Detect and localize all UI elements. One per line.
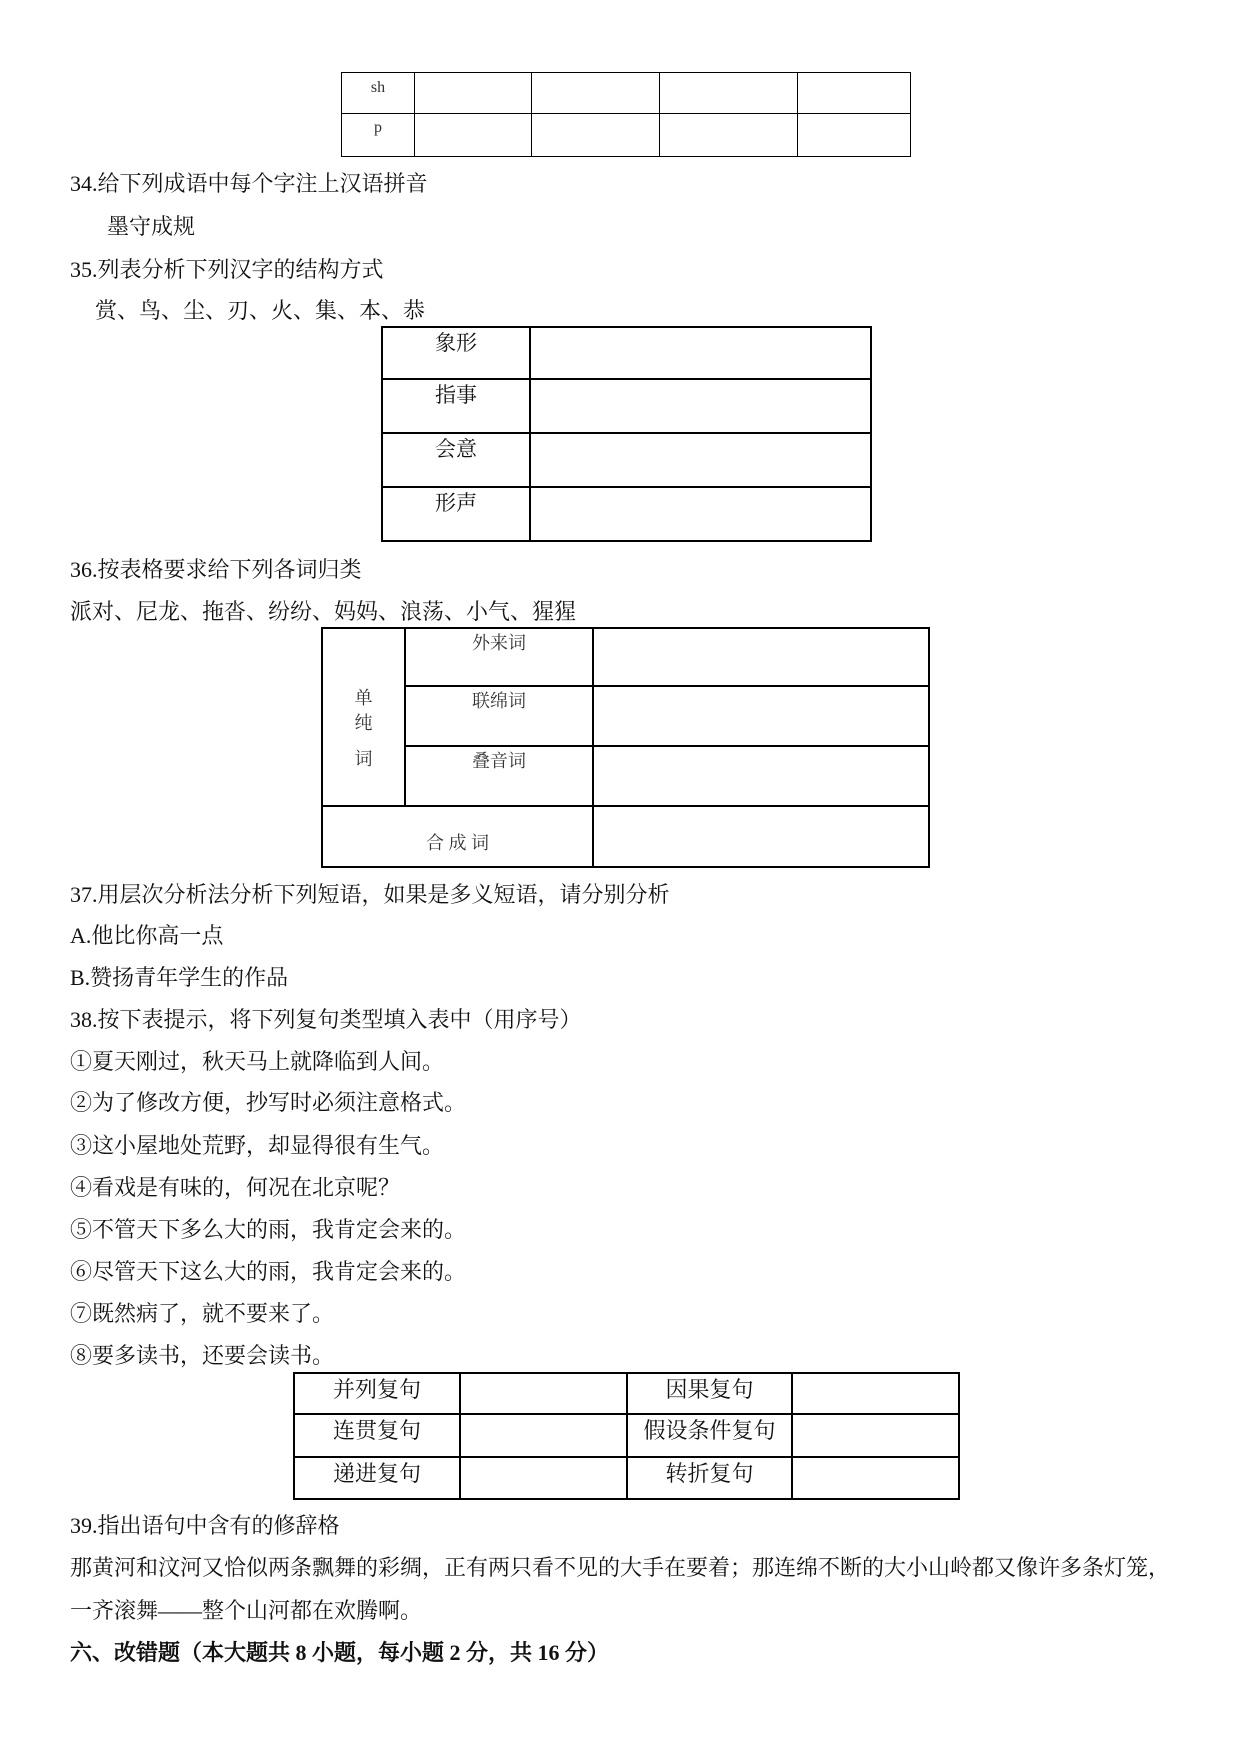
answer-cell <box>798 114 911 157</box>
word-type-loanword: 外来词 <box>405 628 593 686</box>
word-type-reduplicated: 叠音词 <box>405 746 593 806</box>
answer-cell <box>792 1457 959 1499</box>
answer-cell <box>593 628 929 686</box>
sentence-type-conditional: 假设条件复句 <box>627 1414 792 1457</box>
character-structure-table <box>381 326 872 542</box>
word-type-disyllabic: 联绵词 <box>405 686 593 746</box>
simple-word-label-char: 单 <box>354 688 373 708</box>
answer-cell <box>792 1373 959 1414</box>
section-6-heading: 六、改错题（本大题共 8 小题，每小题 2 分，共 16 分） <box>70 1640 610 1665</box>
answer-cell <box>660 114 798 157</box>
simple-word-label-char: 纯 <box>354 713 373 733</box>
table-row <box>294 1457 959 1499</box>
structure-label-pictograph: 象形 <box>382 327 530 379</box>
structure-label-associative: 会意 <box>382 433 530 487</box>
table-row <box>382 487 871 541</box>
sentence-type-adversative: 转折复句 <box>627 1457 792 1499</box>
sentence-type-causal: 因果复句 <box>627 1373 792 1414</box>
sentence-8: ⑧要多读书，还要会读书。 <box>70 1343 335 1368</box>
answer-cell <box>532 73 660 114</box>
answer-cell <box>530 433 871 487</box>
sentence-5: ⑤不管天下多么大的雨，我肯定会来的。 <box>70 1217 467 1242</box>
table-row <box>382 379 871 433</box>
sentence-3: ③这小屋地处荒野，却显得很有生气。 <box>70 1133 445 1158</box>
sentence-7: ⑦既然病了，就不要来了。 <box>70 1301 335 1326</box>
table-row <box>322 628 929 686</box>
question-36-title: 36.按表格要求给下列各词归类 <box>70 557 362 582</box>
sentence-2: ②为了修改方便，抄写时必须注意格式。 <box>70 1090 467 1115</box>
simple-word-label-cell <box>322 628 405 806</box>
simple-word-label-char: 词 <box>354 749 373 769</box>
table-row <box>322 806 929 867</box>
question-38-title: 38.按下表提示，将下列复句类型填入表中（用序号） <box>70 1007 582 1032</box>
question-36-words: 派对、尼龙、拖沓、纷纷、妈妈、浪荡、小气、猩猩 <box>70 599 577 624</box>
compound-word-label: 合 成 词 <box>322 806 593 867</box>
answer-cell <box>460 1414 627 1457</box>
table-row <box>322 746 929 806</box>
table-row <box>342 114 911 157</box>
table-row <box>342 73 911 114</box>
answer-cell <box>530 327 871 379</box>
question-37-title: 37.用层次分析法分析下列短语，如果是多义短语，请分别分析 <box>70 882 670 907</box>
sentence-1: ①夏天刚过，秋天马上就降临到人间。 <box>70 1049 445 1074</box>
row-label-p: p <box>342 114 415 157</box>
complex-sentence-table <box>293 1372 960 1500</box>
structure-label-indicative: 指事 <box>382 379 530 433</box>
question-34-idiom: 墨守成规 <box>107 214 196 239</box>
answer-cell <box>660 73 798 114</box>
answer-cell <box>530 487 871 541</box>
sentence-6: ⑥尽管天下这么大的雨，我肯定会来的。 <box>70 1259 467 1284</box>
pinyin-table <box>341 72 911 157</box>
question-35-characters: 赏、鸟、尘、刃、火、集、本、恭 <box>95 298 426 323</box>
sentence-type-progressive: 递进复句 <box>294 1457 460 1499</box>
question-37-item-b: B.赞扬青年学生的作品 <box>70 965 289 990</box>
answer-cell <box>792 1414 959 1457</box>
question-39-passage-line-2: 一齐滚舞——整个山河都在欢腾啊。 <box>70 1598 423 1623</box>
sentence-type-successive: 连贯复句 <box>294 1414 460 1457</box>
row-label-sh: sh <box>342 73 415 114</box>
answer-cell <box>593 686 929 746</box>
question-34-title: 34.给下列成语中每个字注上汉语拼音 <box>70 171 428 196</box>
answer-cell <box>530 379 871 433</box>
question-39-title: 39.指出语句中含有的修辞格 <box>70 1513 340 1538</box>
answer-cell <box>460 1373 627 1414</box>
answer-cell <box>532 114 660 157</box>
structure-label-phono-semantic: 形声 <box>382 487 530 541</box>
word-classification-table <box>321 627 930 868</box>
question-39-passage-line-1: 那黄河和汶河又恰似两条飘舞的彩绸，正有两只看不见的大手在要着；那连绵不断的大小山岭都又像许多条灯笼， <box>70 1555 1171 1580</box>
answer-cell <box>415 114 532 157</box>
answer-cell <box>460 1457 627 1499</box>
table-row <box>294 1373 959 1414</box>
table-row <box>382 327 871 379</box>
table-row <box>294 1414 959 1457</box>
question-35-title: 35.列表分析下列汉字的结构方式 <box>70 257 384 282</box>
table-row <box>322 686 929 746</box>
answer-cell <box>593 746 929 806</box>
answer-cell <box>593 806 929 867</box>
sentence-4: ④看戏是有味的，何况在北京呢？ <box>70 1175 401 1200</box>
table-row <box>382 433 871 487</box>
answer-cell <box>415 73 532 114</box>
question-37-item-a: A.他比你高一点 <box>70 923 224 948</box>
sentence-type-coordinate: 并列复句 <box>294 1373 460 1414</box>
answer-cell <box>798 73 911 114</box>
